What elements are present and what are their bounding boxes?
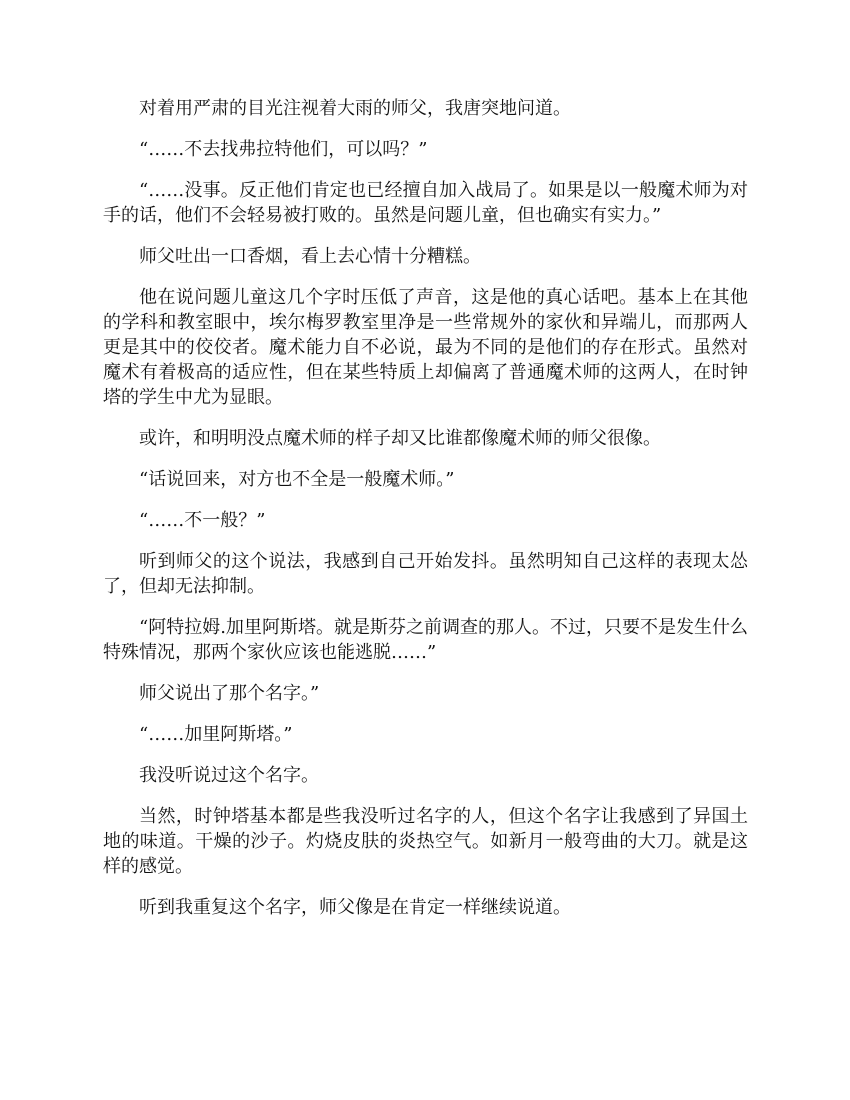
paragraph: 听到我重复这个名字，师父像是在肯定一样继续说道。 (139, 897, 571, 918)
paragraph: 我没听说过这个名字。 (139, 765, 319, 786)
paragraph: 师父吐出一口香烟，看上去心情十分糟糕。 (139, 246, 481, 267)
paragraph: “阿特拉姆.加里阿斯塔。就是斯芬之前调查的那人。不过，只要不是发生什么特殊情况，那两个家伙应该也能逃脱……” (103, 617, 748, 663)
document-page (103, 96, 748, 936)
paragraph: 或许，和明明没点魔术师的样子却又比谁都像魔术师的师父很像。 (139, 428, 661, 449)
paragraph: 当然，时钟塔基本都是些我没听过名字的人，但这个名字让我感到了异国土地的味道。干燥的沙子。灼烧皮肤的炎热空气。如新月一般弯曲的大刀。就是这样的感觉。 (103, 806, 748, 877)
paragraph: “……没事。反正他们肯定也已经擅自加入战局了。如果是以一般魔术师为对手的话，他们不会轻易被打败的。虽然是问题儿童，但也确实有实力。” (103, 180, 748, 226)
paragraph: “……不一般？” (139, 510, 266, 531)
paragraph: “……加里阿斯塔。” (139, 724, 293, 745)
paragraph: “……不去找弗拉特他们，可以吗？” (139, 139, 428, 160)
paragraph: 听到师父的这个说法，我感到自己开始发抖。虽然明知自己这样的表现太怂了，但却无法抑制。 (103, 551, 748, 597)
paragraph: 他在说问题儿童这几个字时压低了声音，这是他的真心话吧。基本上在其他的学科和教室眼中，埃尔梅罗教室里净是一些常规外的家伙和异端儿，而那两人更是其中的佼佼者。魔术能力自不必说，最为不同的是他们的存在形式。虽然对魔术有着极高的适应性，但在某些特质上却偏离了普通魔术师的这两人，在时钟塔的学生中尤为显眼。 (103, 287, 748, 408)
paragraph: “话说回来，对方也不全是一般魔术师。” (139, 469, 455, 490)
paragraph: 对着用严肃的目光注视着大雨的师父，我唐突地问道。 (139, 98, 571, 119)
paragraph: 师父说出了那个名字。” (139, 683, 320, 704)
